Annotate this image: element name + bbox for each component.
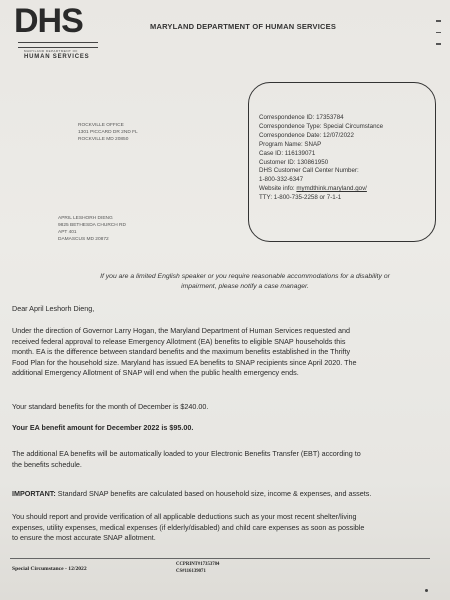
notice-line: impairment, please notify a case manager. xyxy=(181,283,309,290)
correspondence-date: Correspondence Date: 12/07/2022 xyxy=(259,131,354,139)
call-center-label: DHS Customer Call Center Number: xyxy=(259,167,359,175)
body-line: The additional EA benefits will be automatically loaded to your Electronic Benefits Transfer (EBT) according to xyxy=(12,449,361,458)
website-info xyxy=(259,185,383,194)
page-edge-marks xyxy=(436,20,444,55)
logo-wordmark: DHS xyxy=(14,2,83,40)
footer-divider xyxy=(10,558,430,559)
accommodation-notice xyxy=(60,272,430,292)
standard-benefits: Your standard benefits for the month of December is $240.00. xyxy=(12,402,209,411)
cs-code: CS#116139071 xyxy=(176,569,206,574)
body-line: Food Plan for the household size. Maryland has issued EA benefits to SNAP recipients since April 2020. The xyxy=(12,357,357,367)
correspondence-id: Correspondence ID: 17353784 xyxy=(259,114,344,121)
notice-line: If you are a limited English speaker or you require reasonable accommodations for a disability or xyxy=(100,273,390,280)
body-line: Under the direction of Governor Larry Hogan, the Maryland Department of Human Services requested and xyxy=(12,326,350,335)
body-line: additional Emergency Allotment of SNAP will end when the public health emergency ends. xyxy=(12,368,299,377)
body-line: month. EA is the difference between standard benefits and the maximum benefits established in the Thrifty xyxy=(12,347,351,356)
program-name: Program Name: SNAP xyxy=(259,140,322,148)
office-city: ROCKVILLE MD 20850 xyxy=(78,137,129,142)
recipient-apt: APT 401 xyxy=(58,230,77,235)
case-id: Case ID: 116139071 xyxy=(259,149,316,157)
logo-rule xyxy=(18,42,98,48)
footer-form-label: Special Circumstance - 12/2022 xyxy=(12,566,87,572)
customer-id: Customer ID: 130861950 xyxy=(259,158,329,166)
logo-tagline: HUMAN SERVICES xyxy=(24,54,90,60)
ccprint-code: CCPRINT#17353784 xyxy=(176,562,220,567)
logo-subtitle: MARYLAND DEPARTMENT OF xyxy=(24,49,78,53)
greeting: Dear April Leshorh Dieng, xyxy=(12,304,95,313)
important-note xyxy=(12,489,432,500)
body-line: received federal approval to release Emergency Allotment (EA) benefits to eligible SNAP households this xyxy=(12,336,346,346)
page-mark xyxy=(425,589,428,592)
dhs-logo xyxy=(14,2,106,60)
website-label: Website info: xyxy=(259,185,295,193)
office-street: 1301 PICCARD DR 2ND FL xyxy=(78,130,138,135)
correspondence-type: Correspondence Type: Special Circumstance xyxy=(259,122,384,130)
recipient-address xyxy=(58,215,126,243)
agency-title: MARYLAND DEPARTMENT OF HUMAN SERVICES xyxy=(150,22,337,31)
call-center-number: 1-800-332-6347 xyxy=(259,176,304,184)
recipient-city: DAMASCUS MD 20872 xyxy=(58,237,109,242)
tty-number: TTY: 1-800-735-2258 or 7-1-1 xyxy=(259,194,342,202)
footer-print-codes xyxy=(176,561,219,575)
office-name: ROCKVILLE OFFICE xyxy=(78,123,124,128)
important-text: Standard SNAP benefits are calculated based on household size, income & expenses, and assets. xyxy=(55,489,372,498)
recipient-name: APRIL LESHORH DIENG xyxy=(58,216,113,221)
office-address xyxy=(78,122,138,143)
body-line: You should report and provide verification of all applicable deductions such as your most recent shelter/living xyxy=(12,512,357,521)
recipient-street: 9825 BETHESDA CHURCH RD xyxy=(58,223,126,228)
body-line: expenses, utility expenses, medical expenses (if elderly/disabled) and child care expenses as soon as possible xyxy=(12,522,365,532)
important-label: IMPORTANT: xyxy=(12,489,56,498)
body-line: the benefits schedule. xyxy=(12,459,82,469)
website-link[interactable]: mymdthink.maryland.gov/ xyxy=(296,185,367,193)
correspondence-info-box xyxy=(248,82,436,242)
ea-benefit-amount: Your EA benefit amount for December 2022 is $95.00. xyxy=(12,423,194,432)
body-line: to ensure the most accurate SNAP allotment. xyxy=(12,533,156,542)
